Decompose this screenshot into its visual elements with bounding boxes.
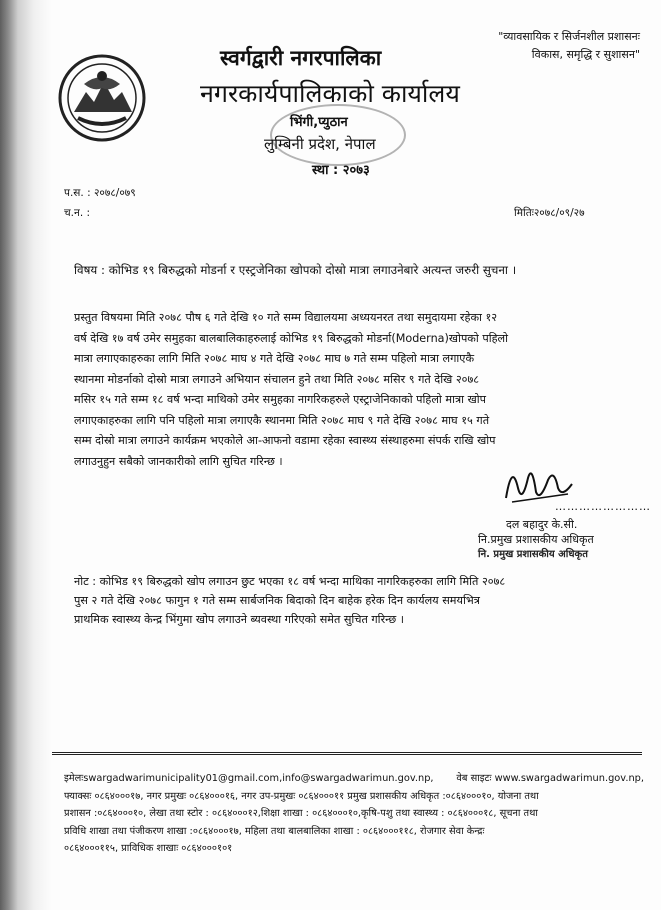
- footer-line: प्रविधि शाखा तथा पंजीकरण शाखा :०८६४०००१७, महिला तथा बालबालिका शाखा : ०८६४०००११८, रोजगार सेवा केन्द्रः: [64, 825, 485, 837]
- subject-line: विषय : कोभिड १९ बिरुद्धको मोडर्ना र एस्ट्रजेनिका खोपको दोस्रो मात्रा लगाउनेबारे अत्यन्त जरुरी सुचना ।: [74, 263, 517, 277]
- signatory-stamp: नि. प्रमुख प्रशासकीय अधिकृत: [478, 549, 588, 560]
- body-line: वर्ष देखि १७ वर्ष उमेर समुहका बालबालिकाहरुलाई कोभिड १९ बिरुद्धको मोडर्ना(Moderna)खोपको पहिलो: [74, 331, 509, 345]
- nepal-emblem-icon: [56, 52, 148, 144]
- motto: [440, 28, 640, 64]
- fiscal-year-label: प.स. : २०७८/०७९: [64, 187, 136, 199]
- body-line: लगाएकाहरुका लागि पनि पहिलो मात्रा लगाएकै स्थानमा मिति २०७८ माघ ९ गते देखि २०७८ माघ १५ गते: [74, 413, 490, 427]
- motto-line-2: विकास, समृद्धि र सुशासन": [531, 48, 640, 61]
- body-line: सम्म दोस्रो मात्रा लगाउने कार्यक्रम भएकोले आ-आफनो वडामा रहेका स्वास्थ्य संस्थाहरुमा संपर्क राखि खोप: [74, 434, 496, 447]
- established-year: स्था : २०७३: [312, 163, 370, 178]
- scan-edge-shadow: [0, 0, 52, 910]
- motto-line-1: "व्यावसायिक र सिर्जनशील प्रशासनः: [498, 30, 640, 43]
- body-line: मात्रा लगाएकाहरुका लागि मिति २०७८ माघ ४ गते देखि २०७८ माघ ७ गते सम्म पहिलो मात्रा लगाएकै: [74, 352, 475, 365]
- footer-line: फ्याक्सः ०८६४०००१७, नगर प्रमुखः ०८६४०००१६, नगर उप-प्रमुखः ०८६४०००११ प्रमुख प्रशासकीय अधिकृत :०८६४०००१०, योजना तथा: [64, 790, 539, 802]
- signature-dots: ……………………: [555, 500, 651, 513]
- footer-divider: [52, 752, 642, 755]
- footer-email-row: [64, 770, 644, 788]
- footer-website: वेब साइटः www.swargadwarimun.gov.np,: [456, 773, 644, 784]
- note-line: नोट : कोभिड १९ बिरुद्धको खोप लगाउन छुट भएका १८ वर्ष भन्दा माथिका नागरिकहरुका लागि मिति २०७८: [74, 575, 506, 588]
- body-paragraph: [74, 308, 614, 472]
- footer-email: इमेलःswargadwarimunicipality01@gmail.com,info@swargadwarimun.gov.np,: [64, 773, 434, 784]
- body-line: लगाउनुहुन सबैको जानकारीको लागि सुचित गरिन्छ ।: [74, 454, 283, 468]
- body-line: प्रस्तुत विषयमा मिति २०७८ पौष ६ गते देखि १० गते सम्म विद्यालयमा अध्ययनरत तथा समुदायमा रहेका १२: [74, 311, 498, 324]
- footer-line: प्रशासन :०८६४०००१०, लेखा तथा स्टोर : ०८६४०००१२,शिक्षा शाखा : ०८६४०००१०,कृषि-पशु तथा स्वास्थ्य : ०८६४०००१८, सूचना तथा: [64, 808, 538, 819]
- body-line: मसिर १५ गते सम्म १८ वर्ष भन्दा माथिको उमेर समुहका नागरिकहरुले एस्ट्राजेनिकाको पहिलो मात्रा खोप: [74, 393, 486, 406]
- note-paragraph: [74, 572, 634, 629]
- office-name: नगरकार्यपालिकाको कार्यालय: [200, 79, 460, 108]
- body-line: स्थानमा मोडर्नाको दोस्रो मात्रा लगाउने अभियान संचालन हुने तथा मिति २०७८ मसिर ९ गते देखि २०७८: [74, 372, 480, 386]
- province-line: लुम्बिनी प्रदेश, नेपाल: [264, 135, 376, 153]
- signatory-name: दल बहादुर के.सी.: [506, 518, 578, 531]
- office-location: भिंगी,प्युठान: [290, 115, 348, 130]
- dispatch-number-label: च.न. :: [64, 207, 91, 219]
- signatory-title: नि.प्रमुख प्रशासकीय अधिकृत: [478, 533, 594, 546]
- contact-footer: [64, 770, 644, 858]
- municipality-name: स्वर्गद्वारी नगरपालिका: [220, 46, 382, 70]
- letter-date: मितिः२०७८/०९/२७: [514, 207, 585, 219]
- footer-line: ०८६४०००११५, प्राविधिक शाखाः ०८६४०००१०१: [64, 843, 233, 854]
- note-line: प्राथमिक स्वास्थ्य केन्द्र भिंगुमा खोप लगाउने ब्यवस्था गरिएको समेत सुचित गरिन्छ ।: [74, 613, 404, 626]
- note-line: पुस २ गते देखि २०७८ फागुन १ गते सम्म सार्बजनिक बिदाको दिन बाहेक हरेक दिन कार्यलय समयभित्र: [74, 594, 480, 607]
